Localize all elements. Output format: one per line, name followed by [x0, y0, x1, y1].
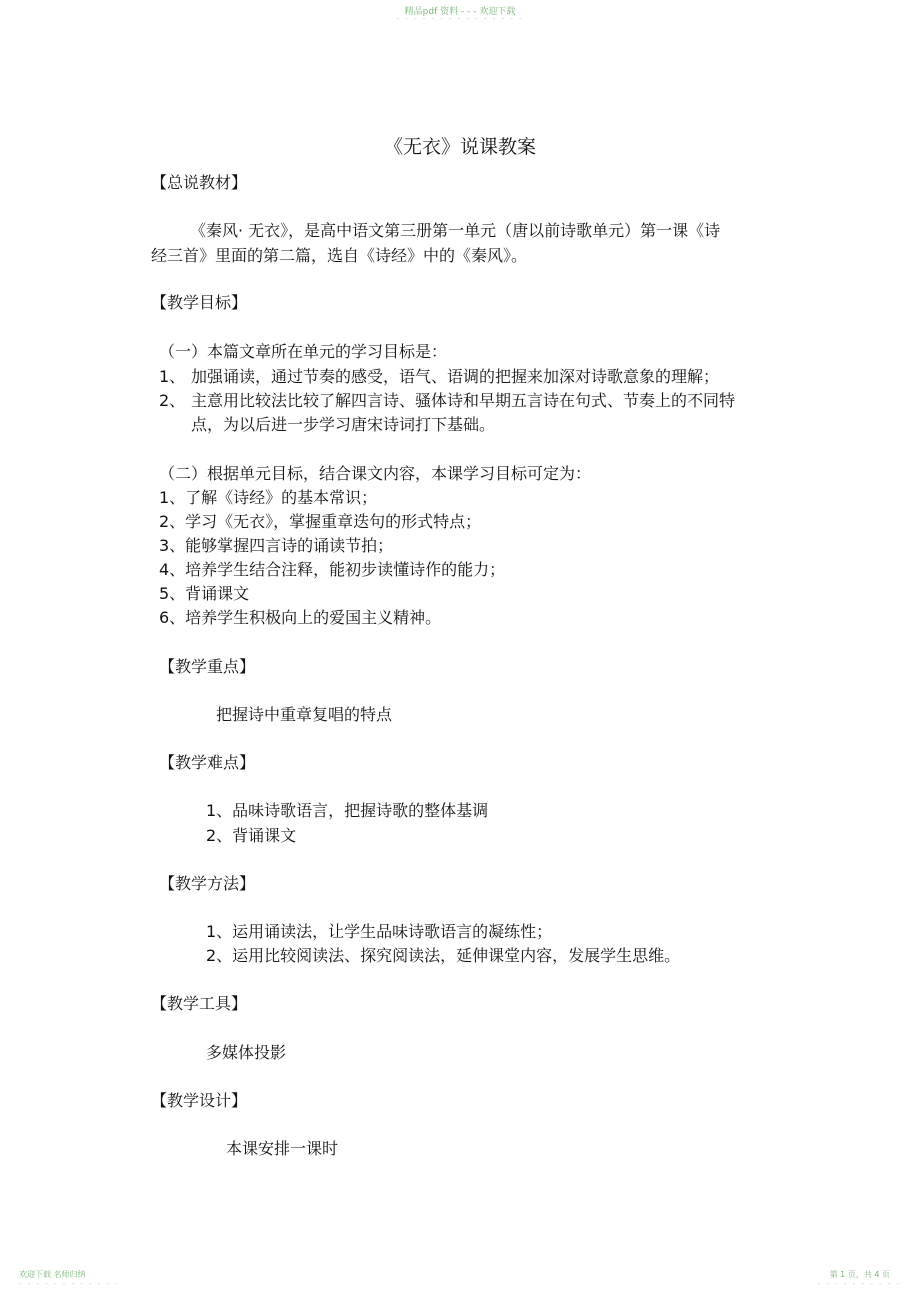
objective-item-number: 2、: [159, 391, 186, 410]
footer-right-dots: - - - - - - - - - -: [817, 1280, 901, 1288]
header-dots: - - - - - - - - - - - - - - -: [396, 15, 524, 23]
objective-item-text: 加强诵读，通过节奏的感受，语气、语调的把握来加深对诗歌意象的理解；: [191, 367, 720, 386]
heading-teaching-objectives: 【教学目标】: [151, 293, 248, 312]
heading-teaching-methods: 【教学方法】: [159, 874, 256, 893]
objective-item-number: 1、: [159, 367, 186, 386]
footer-left-dots: - - - - - - - - - - - -: [19, 1280, 120, 1288]
overview-paragraph-line-2: 经三首》里面的第二篇，选自《诗经》中的《秦风》。: [151, 246, 528, 265]
method-item: 2、运用比较阅读法、探究阅读法，延伸课堂内容，发展学生思维。: [206, 946, 681, 965]
objectives-subheading-1: （一）本篇文章所在单元的学习目标是：: [159, 342, 448, 361]
document-title: 《无衣》说课教案: [383, 136, 536, 158]
overview-paragraph-line-1: 《秦风· 无衣》，是高中语文第三册第一单元（唐以前诗歌单元）第一课《诗: [190, 221, 721, 240]
heading-teaching-tools: 【教学工具】: [151, 994, 248, 1013]
page-number: 第 1 页，共 4 页: [829, 1270, 890, 1279]
teaching-tools-text: 多媒体投影: [206, 1043, 287, 1062]
lesson-goal-item: 3、能够掌握四言诗的诵读节拍；: [159, 536, 394, 555]
footer-left: 欢迎下载 名师归纳: [19, 1270, 86, 1279]
lesson-goal-item: 1、了解《诗经》的基本常识；: [159, 488, 378, 507]
heading-teaching-difficulty: 【教学难点】: [159, 753, 256, 772]
lesson-goal-item: 4、培养学生结合注释，能初步读懂诗作的能力；: [159, 560, 506, 579]
lesson-goal-item: 5、背诵课文: [159, 584, 250, 603]
method-item: 1、运用诵读法，让学生品味诗歌语言的凝练性；: [206, 922, 553, 941]
page-header: 精品pdf 资料 - - - 欢迎下载: [404, 7, 516, 17]
objectives-subheading-2: （二）根据单元目标，结合课文内容，本课学习目标可定为：: [159, 464, 592, 483]
heading-teaching-focus: 【教学重点】: [159, 657, 256, 676]
teaching-design-text: 本课安排一课时: [226, 1139, 339, 1158]
teaching-focus-text: 把握诗中重章复唱的特点: [216, 705, 393, 724]
objective-item-text: 主意用比较法比较了解四言诗、骚体诗和早期五言诗在句式、节奏上的不同特: [191, 391, 736, 410]
heading-teaching-design: 【教学设计】: [151, 1091, 248, 1110]
difficulty-item: 2、背诵课文: [206, 826, 297, 845]
heading-textbook-overview: 【总说教材】: [151, 173, 248, 192]
objective-item-text-continued: 点，为以后进一步学习唐宋诗词打下基础。: [191, 415, 496, 434]
lesson-goal-item: 6、培养学生积极向上的爱国主义精神。: [159, 608, 442, 627]
difficulty-item: 1、品味诗歌语言，把握诗歌的整体基调: [206, 801, 489, 820]
lesson-goal-item: 2、学习《无衣》，掌握重章迭句的形式特点；: [159, 512, 482, 531]
